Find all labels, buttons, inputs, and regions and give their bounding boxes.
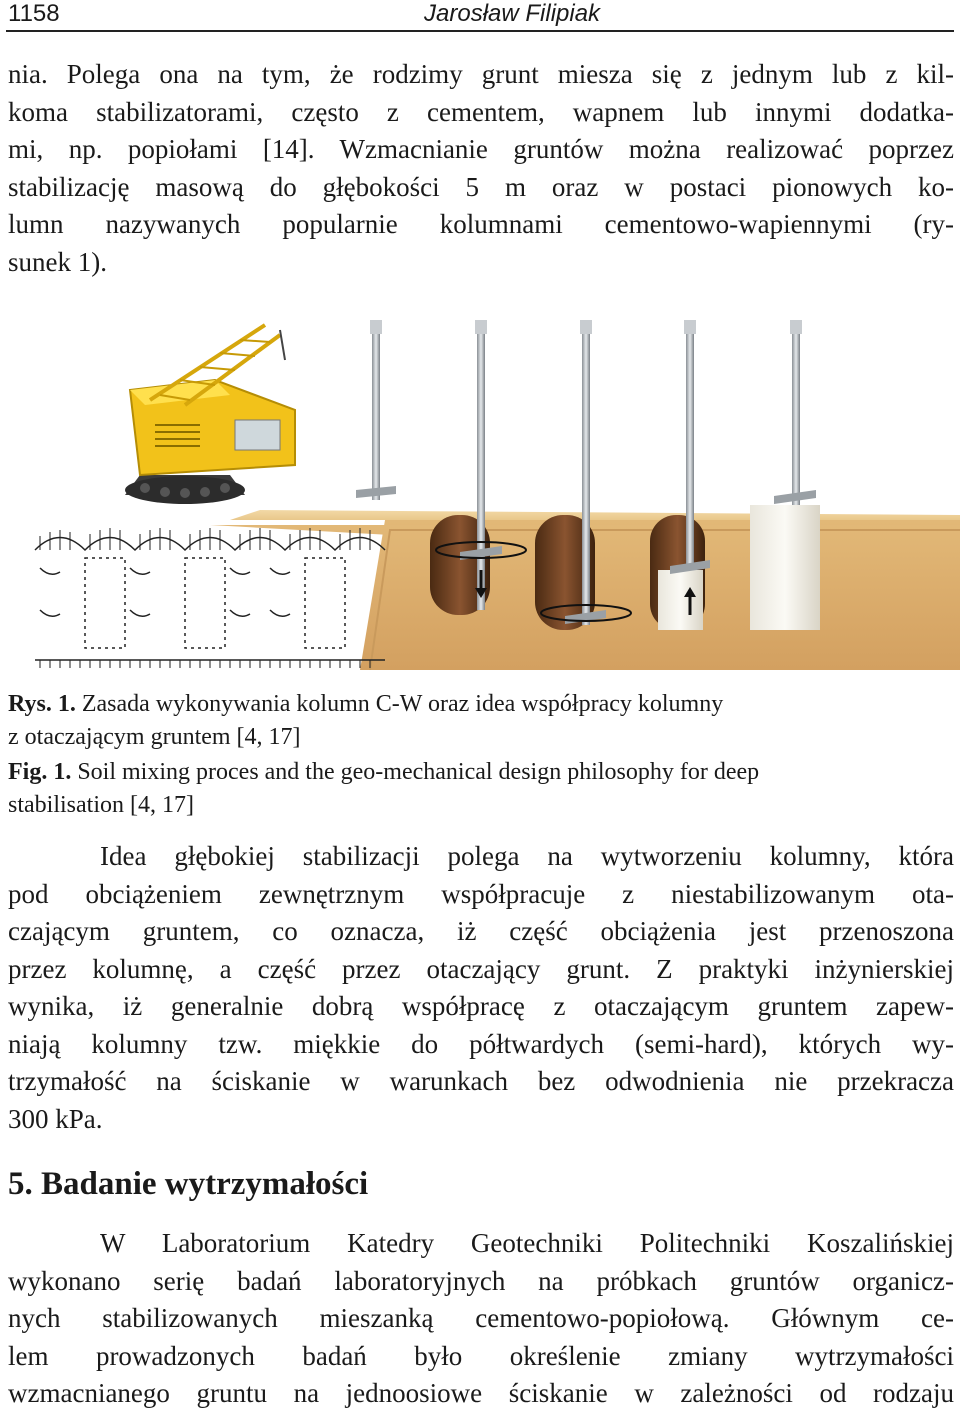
text-line: W Laboratorium Katedry Geotechniki Politechniki Koszalińskiej <box>100 1228 954 1258</box>
text-line: trzymałość na ściskanie w warunkach bez odwodnienia nie przekracza <box>8 1066 954 1096</box>
figure-caption-pl <box>8 688 954 754</box>
text-line: sunek 1). <box>8 246 107 277</box>
paragraph-deep-stabilization <box>8 838 954 1138</box>
text-line: koma stabilizatorami, często z cementem, wapnem lub innymi dodatka- <box>8 96 954 127</box>
running-author: Jarosław Filipiak <box>424 0 601 27</box>
paragraph-laboratory <box>8 1225 954 1413</box>
text-line: nych stabilizowanych mieszanką cementowo-popiołową. Głównym ce- <box>8 1303 954 1333</box>
text-line: niają kolumny tzw. miękkie do półtwardych (semi-hard), których wy- <box>8 1028 954 1059</box>
caption-text-pl: Zasada wykonywania kolumn C-W oraz idea współpracy kolumny <box>75 691 724 717</box>
caption-label-pl: Rys. 1. <box>8 691 76 717</box>
caption-text-pl-cont: z otaczającym gruntem [4, 17] <box>8 724 301 750</box>
caption-text-en: Soil mixing proces and the geo-mechanical design philosophy for deep <box>71 759 760 785</box>
text-line: wzmacnianego gruntu na jednoosiowe ściskanie w zależności od rodzaju <box>8 1378 954 1408</box>
figure-soil-mixing-illustration <box>30 320 960 670</box>
figure-caption-en <box>8 756 954 822</box>
text-line: wynika, iż generalnie dobrą współpracę z otaczającym gruntem zapew- <box>8 991 954 1021</box>
text-line: czającym gruntem, co oznacza, iż część obciążenia jest przenoszona <box>8 916 954 946</box>
text-line: Idea głębokiej stabilizacji polega na wytworzeniu kolumny, która <box>100 841 954 871</box>
paragraph-intro <box>8 56 954 281</box>
crane-icon <box>125 325 295 504</box>
text-line: stabilizację masową do głębokości 5 m oraz w postaci pionowych ko- <box>8 171 954 202</box>
page-number: 1158 <box>8 0 60 27</box>
text-line: przez kolumnę, a część przez otaczający grunt. Z praktyki inżynierskiej <box>8 953 954 984</box>
text-line: pod obciążeniem zewnętrznym współpracuje z niestabilizowanym ota- <box>8 878 954 909</box>
section-heading: 5. Badanie wytrzymałości <box>8 1166 369 1202</box>
text-line: 300 kPa. <box>8 1103 103 1134</box>
text-line: wykonano serię badań laboratoryjnych na próbkach gruntów organicz- <box>8 1265 954 1296</box>
finished-column <box>750 320 820 630</box>
text-line: lem prowadzonych badań było określenie zmiany wytrzymałości <box>8 1340 954 1371</box>
auger-stage-4 <box>650 320 710 630</box>
running-header <box>6 0 954 32</box>
text-line: nia. Polega ona na tym, że rodzimy grunt miesza się z jednym lub z kil- <box>8 59 954 89</box>
caption-text-en-cont: stabilisation [4, 17] <box>8 792 194 818</box>
load-transfer-diagram <box>35 528 385 668</box>
text-line: lumn nazywanych popularnie kolumnami cementowo-wapiennymi (ry- <box>8 209 954 239</box>
caption-label-en: Fig. 1. <box>8 759 72 785</box>
auger-stage-1 <box>356 320 396 500</box>
text-line: mi, np. popiołami [14]. Wzmacnianie gruntów można realizować poprzez <box>8 134 954 164</box>
